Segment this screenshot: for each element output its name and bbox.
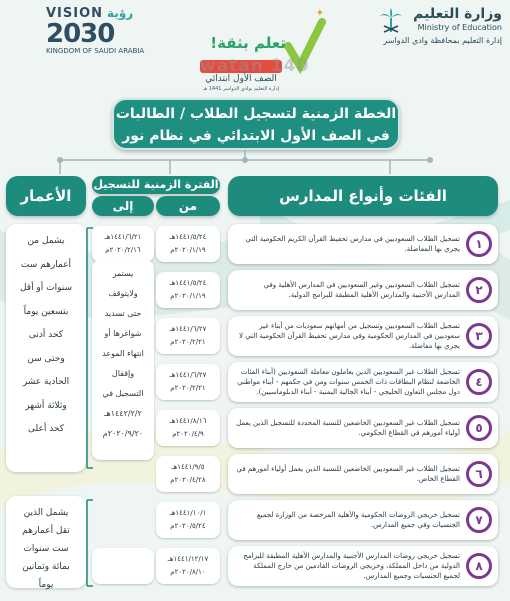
age-line: الحادية عشر — [22, 377, 70, 387]
from-date-4 — [156, 364, 220, 400]
from-gregorian: ٢٠٢٠/٢/٢١م — [170, 384, 206, 392]
row-number: ٤ — [466, 369, 492, 395]
from-hijri: ١٤٤١/٨/١٦هـ — [169, 417, 207, 425]
from-hijri: ١٤٤١/٥/٢٤هـ — [169, 279, 207, 287]
note-line: ١٤٤٢/٢/٢هـ — [104, 409, 142, 418]
to-date-8 — [92, 548, 154, 584]
from-date-7 — [156, 502, 220, 538]
note-line: انتهاء الموعد — [102, 349, 144, 358]
from-gregorian: ٢٠٢٠/٨/١٠م — [170, 568, 206, 576]
from-hijri: ١٤٤١/٥/٢٤هـ — [169, 233, 207, 241]
page-title — [112, 98, 400, 150]
row-number: ٢ — [466, 277, 492, 303]
age-line: أعمارهم ست — [20, 259, 72, 270]
category-row-3 — [228, 316, 498, 356]
campaign-slogan: تعلم بثقة! — [210, 34, 286, 52]
row-number: ٣ — [466, 323, 492, 349]
ministry-name-en: Ministry of Education — [417, 23, 502, 32]
from-gregorian: ٢٠٢٠/١/١٩م — [170, 246, 206, 254]
title-line-1: الخطة الزمنية لتسجيل الطلاب / الطالبات — [115, 106, 397, 122]
category-row-6 — [228, 454, 498, 494]
note-line: وإقفال — [111, 369, 135, 378]
age-line: بتسعين يوماً — [23, 306, 69, 317]
category-text: تسجيل خريجي روضات المدارس الأجنبية والمدارس الأهلية المطبقة للبرامج الدولية من داخل المملكة، وخريجي الروضات القادمين من خارج المملكة لجميع الجنسيات وجميع المدارس. — [243, 552, 460, 580]
from-date-3 — [156, 318, 220, 354]
to-date-1 — [92, 226, 154, 262]
note-line: حتى تسديد — [104, 309, 142, 318]
to-header: إلى — [92, 196, 154, 216]
from-date-8 — [156, 548, 220, 584]
row-number: ١ — [466, 231, 492, 257]
category-row-5 — [228, 408, 498, 448]
ministry-name-ar: وزارة التعليم — [413, 6, 502, 22]
category-text: تسجيل الطلاب السعوديين في مدارس تحفيظ القرآن الكريم الحكومية التي يجري بها المفاضلة. — [245, 235, 460, 253]
palm-emblem-icon — [380, 8, 402, 34]
title-line-2: في الصف الأول الابتدائي في نظام نور — [122, 128, 390, 144]
note-line: شواغرها أو — [104, 329, 142, 338]
category-row-4 — [228, 362, 498, 402]
age-line: ست سنوات — [23, 544, 69, 554]
period-header: الفترة الزمنية للتسجيل — [92, 176, 220, 194]
vision-word: VISION — [46, 6, 104, 21]
ministry-logo — [352, 6, 502, 66]
title-connector — [40, 150, 450, 174]
department-name: إدارة التعليم بمحافظة وادي الدواسر — [383, 36, 502, 45]
from-gregorian: ٢٠٢٠/١/١٩م — [170, 292, 206, 300]
from-gregorian: ٢٠٢٠/٤/٩م — [172, 430, 204, 438]
from-date-2 — [156, 272, 220, 308]
logo-small-note: إدارة التعليم بوادي الدواسر 1441 هـ — [203, 86, 279, 92]
age-line: بمائة وثمانين — [22, 562, 70, 572]
from-hijri: ١٤٤١/١٠/١هـ — [169, 509, 207, 517]
categories-header: الفئات وأنواع المدارس — [228, 176, 498, 216]
kingdom-name: KINGDOM OF SAUDI ARABIA — [46, 47, 145, 55]
ages-main-note — [6, 224, 86, 472]
category-text: تسجيل الطلاب غير السعوديين الخاضعين للنسبة المحددة للتسجيل الذين يعمل أولياء أمورهم في القطاع الحكومي. — [236, 419, 460, 437]
vision-word-ar: رؤية — [107, 6, 134, 20]
row-number: ٥ — [466, 415, 492, 441]
watermark: watan 140 — [200, 56, 310, 76]
category-text: تسجيل الطلاب السعوديين وتسجيل من أمهاتهم سعوديات من أبناء غير سعوديين في المدارس الحكومية وفي مدارس تحفيظ القرآن الحكومية التي لا يجري بها مفاضلة. — [238, 322, 460, 350]
age-line: سنوات أو أقل — [19, 283, 73, 293]
age-line: يشمل الذين — [23, 508, 69, 518]
age-line: يشمل من — [27, 236, 65, 246]
age-line: يوماً — [38, 580, 54, 590]
category-text: تسجيل الطلاب غير السعوديين الخاضعين للنسبة الذين يعمل أولياء أمورهم في القطاع الخاص. — [236, 465, 460, 483]
note-line: التسجيل في — [102, 389, 144, 398]
category-row-8 — [228, 546, 498, 586]
age-line: وحتى سن — [27, 353, 65, 364]
from-gregorian: ٢٠٢٠/٥/٢٤م — [170, 522, 206, 530]
note-line: ولايتوقف — [108, 289, 138, 298]
first-grade-label: الصف الأول ابتدائي — [205, 74, 277, 84]
registration-continues-note — [92, 260, 154, 460]
ages-kindergarten-note — [6, 496, 86, 588]
category-text: تسجيل الطلاب السعوديين وغير السعوديين في المدارس الأهلية وفي المدارس الأجنبية والمدارس الأهلية المطبقة للبرامج الدولية. — [263, 281, 460, 299]
age-line: تقل أعمارهم — [22, 526, 70, 536]
from-gregorian: ٢٠٢٠/٢/٢١م — [170, 338, 206, 346]
row-number: ٨ — [466, 553, 492, 579]
note-line: ٢٠٢٠/٩/٢٠م — [102, 429, 144, 438]
age-line: كحد أدنى — [28, 330, 64, 340]
to-gregorian: ٢٠٢٠/٢/١٦م — [105, 246, 141, 254]
from-date-5 — [156, 410, 220, 446]
ages-header: الأعمار — [6, 176, 86, 216]
note-line: يستمر — [112, 269, 134, 278]
age-line: كحد أعلى — [27, 424, 65, 434]
from-date-6 — [156, 456, 220, 492]
category-row-1 — [228, 224, 498, 264]
campaign-logo — [186, 8, 326, 92]
category-row-2 — [228, 270, 498, 310]
from-hijri: ١٤٤١/١٢/١٧هـ — [167, 555, 209, 563]
from-hijri: ١٤٤١/٦/٢٧هـ — [169, 371, 207, 379]
category-text: تسجيل خريجي الروضات الحكومية والأهلية المرخصة من الوزارة لجميع الجنسيات وفي جميع المدارس. — [256, 511, 460, 529]
logo-mark-icon: ✦ — [315, 8, 324, 19]
age-bracket-lines — [86, 224, 94, 590]
from-hijri: ١٤٤١/٩/٥هـ — [171, 463, 205, 471]
from-gregorian: ٢٠٢٠/٤/٢٨م — [170, 476, 206, 484]
from-date-1 — [156, 226, 220, 262]
from-hijri: ١٤٤١/٦/٢٧هـ — [169, 325, 207, 333]
row-number: ٧ — [466, 507, 492, 533]
age-line: وثلاثة أشهر — [25, 400, 67, 411]
from-header: من — [156, 196, 220, 216]
category-row-7 — [228, 500, 498, 540]
category-text: تسجيل الطلاب غير السعوديين الذين يعاملون معاملة السعوديين (أبناء الفئات الخاضعة لنظام البطاقات ذات الخمس سنوات ومن في حكمهم - أبناء مواطني دول مجلس التعاون الخليجي - أبناء الجالية اليمنية - أبناء الدبلوماسيين). — [237, 368, 460, 396]
vision-year: 2030 — [46, 19, 115, 49]
to-hijri: ١٤٤١/٦/٢١هـ — [104, 233, 142, 241]
vision-2030-logo — [46, 6, 156, 66]
row-number: ٦ — [466, 461, 492, 487]
